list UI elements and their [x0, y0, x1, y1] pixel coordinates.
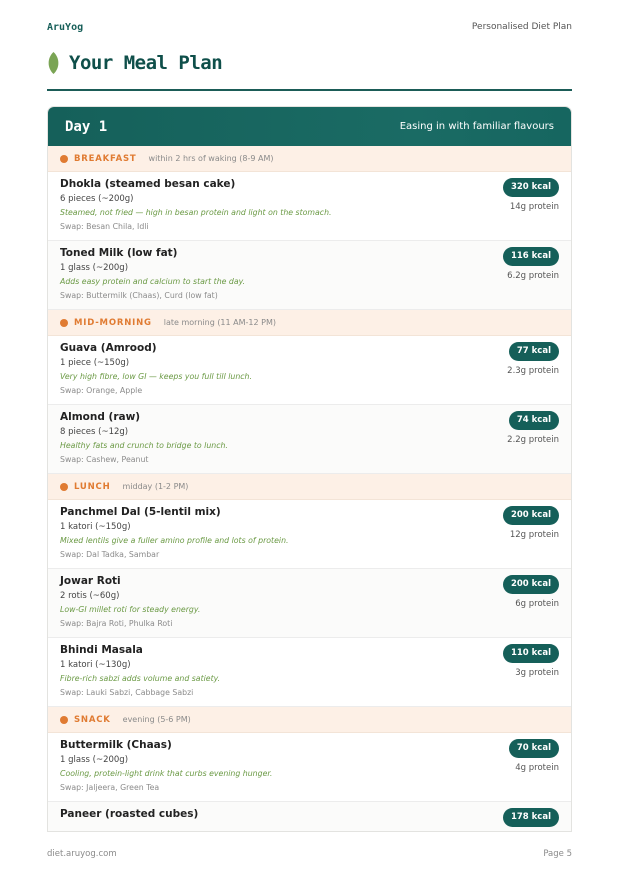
kcal-badge: 200 kcal [503, 506, 559, 525]
protein-value: 4g protein [515, 763, 559, 773]
food-name: Guava (Amrood) [60, 342, 157, 354]
food-item [48, 802, 571, 832]
meal-dot-icon [60, 716, 68, 724]
meal-time: evening (5-6 PM) [122, 715, 191, 724]
meal-header-mid-morning [48, 310, 571, 336]
food-swap: Swap: Besan Chila, Idli [60, 222, 149, 231]
brand-name: AruYog [47, 21, 84, 33]
kcal-badge: 320 kcal [503, 178, 559, 197]
kcal-badge: 77 kcal [509, 342, 559, 361]
food-name: Dhokla (steamed besan cake) [60, 178, 236, 190]
meal-time: within 2 hrs of waking (8-9 AM) [148, 154, 274, 163]
footer-site: diet.aruyog.com [47, 849, 117, 859]
protein-value: 6.2g protein [507, 271, 559, 281]
food-swap: Swap: Jaljeera, Green Tea [60, 783, 160, 792]
food-quantity: 8 pieces (~12g) [60, 427, 129, 437]
food-swap: Swap: Dal Tadka, Sambar [60, 550, 160, 559]
protein-value: 14g protein [509, 202, 559, 212]
day-title: Day 1 [65, 118, 108, 135]
food-name: Almond (raw) [60, 411, 141, 423]
food-item [48, 500, 571, 569]
protein-value: 3g protein [515, 668, 559, 678]
food-swap: Swap: Lauki Sabzi, Cabbage Sabzi [60, 688, 194, 697]
food-note: Steamed, not fried — high in besan protein and light on the stomach. [60, 208, 332, 217]
food-quantity: 6 pieces (~200g) [60, 194, 134, 204]
food-note: Cooling, protein-light drink that curbs evening hunger. [60, 769, 273, 778]
food-item [48, 336, 571, 405]
kcal-badge: 110 kcal [503, 644, 559, 663]
food-quantity: 2 rotis (~60g) [60, 591, 120, 601]
food-item [48, 405, 571, 474]
day-subtitle: Easing in with familiar flavours [399, 121, 554, 132]
food-note: Very high fibre, low GI — keeps you full till lunch. [60, 372, 252, 381]
food-swap: Swap: Buttermilk (Chaas), Curd (low fat) [60, 291, 218, 300]
food-note: Mixed lentils give a fuller amino profile and lots of protein. [60, 536, 289, 545]
food-name: Paneer (roasted cubes) [60, 808, 199, 820]
food-name: Bhindi Masala [60, 644, 143, 656]
meal-name: MID-MORNING [74, 317, 152, 328]
kcal-badge: 70 kcal [509, 739, 559, 758]
food-quantity: 1 katori (~130g) [60, 660, 131, 670]
document-label: Personalised Diet Plan [471, 22, 572, 32]
food-item [48, 638, 571, 707]
protein-value: 12g protein [509, 530, 559, 540]
food-name: Buttermilk (Chaas) [60, 739, 172, 751]
food-note: Healthy fats and crunch to bridge to lunch. [60, 441, 228, 450]
day-card [47, 106, 572, 832]
title-divider [47, 89, 572, 91]
food-swap: Swap: Orange, Apple [60, 386, 143, 395]
food-swap: Swap: Cashew, Peanut [60, 455, 149, 464]
food-quantity: 1 glass (~200g) [60, 755, 129, 765]
meal-dot-icon [60, 483, 68, 491]
meal-header-snack [48, 707, 571, 733]
food-quantity: 1 katori (~150g) [60, 522, 131, 532]
kcal-badge: 116 kcal [503, 247, 559, 266]
page-title: Your Meal Plan [69, 52, 223, 74]
food-item [48, 172, 571, 241]
top-bar [47, 20, 572, 34]
protein-value: 2.2g protein [507, 435, 559, 445]
meal-name: LUNCH [74, 481, 111, 492]
kcal-badge: 74 kcal [509, 411, 559, 430]
protein-value: 6g protein [515, 599, 559, 609]
food-name: Jowar Roti [60, 575, 121, 587]
footer [47, 849, 572, 859]
day-header [48, 107, 571, 146]
title-row [47, 52, 222, 74]
food-note: Adds easy protein and calcium to start the day. [60, 277, 246, 286]
food-swap: Swap: Bajra Roti, Phulka Roti [60, 619, 173, 628]
meal-dot-icon [60, 155, 68, 163]
food-quantity: 1 glass (~200g) [60, 263, 129, 273]
meal-time: late morning (11 AM-12 PM) [163, 318, 276, 327]
food-name: Toned Milk (low fat) [60, 247, 178, 259]
food-item [48, 569, 571, 638]
food-item [48, 733, 571, 802]
meal-header-breakfast [48, 146, 571, 172]
meal-name: SNACK [74, 714, 111, 725]
food-item [48, 241, 571, 310]
meal-name: BREAKFAST [74, 153, 137, 164]
page-number: Page 5 [543, 849, 572, 859]
meal-dot-icon [60, 319, 68, 327]
kcal-badge: 200 kcal [503, 575, 559, 594]
food-name: Panchmel Dal (5-lentil mix) [60, 506, 221, 518]
meal-header-lunch [48, 474, 571, 500]
food-quantity: 1 piece (~150g) [60, 358, 130, 368]
leaf-icon [47, 52, 60, 74]
protein-value: 2.3g protein [507, 366, 559, 376]
meal-time: midday (1-2 PM) [122, 482, 189, 491]
food-note: Fibre-rich sabzi adds volume and satiety. [60, 674, 221, 683]
kcal-badge: 178 kcal [503, 808, 559, 827]
food-note: Low-GI millet roti for steady energy. [60, 605, 201, 614]
